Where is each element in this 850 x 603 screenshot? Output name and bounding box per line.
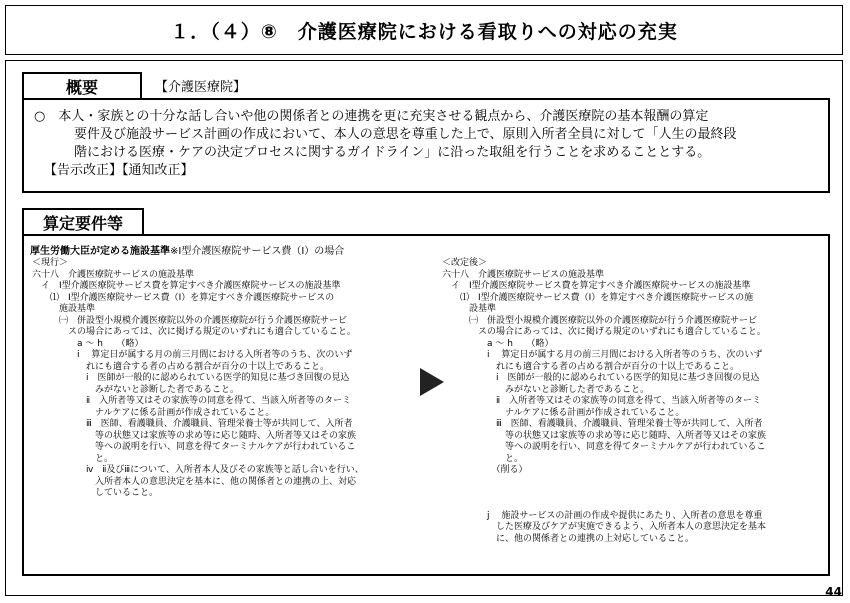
text-line: れにも適合する者の占める割合が百分の十以上であること。 — [32, 361, 330, 372]
page-title: １．（４）⑧ 介護医療院における看取りへの対応の充実 — [5, 5, 843, 55]
text-line: ㈠ 併設型小規模介護医療院以外の介護医療院が行う介護医療院サービ — [442, 315, 758, 326]
overview-line: 要件及び施設サービス計画の作成において、本人の意思を尊重した上で、原則入所者全員に対して「人生の最終段 — [74, 127, 737, 142]
overview-line: 階における医療・ケアの決定プロセスに関するガイドライン」に沿った取組を行うことを求めることとする。 — [74, 145, 711, 160]
text-line: a ～ h （略） — [32, 338, 144, 349]
requirements-header-rest: ※Ⅰ型介護医療院サービス費（Ⅰ）の場合 — [170, 246, 345, 257]
text-line: i 算定日が属する月の前三月間における入所者等のうち、次のいず — [442, 350, 763, 360]
text-line: 等の状態又は家族等の求め等に応じ随時、入所者等又はその家族 — [32, 430, 357, 441]
text-line: j 施設サービスの計画の作成や提供にあたり、入所者の意思を尊重 — [442, 510, 763, 521]
arrow-right-icon — [420, 368, 444, 396]
text-line: した医療及びケアが実施できるよう、入所者本人の意思決定を基本 — [442, 522, 767, 532]
text-line: 等の状態又は家族等の求め等に応じ随時、入所者等又はその家族 — [442, 430, 767, 441]
text-line: ＜改定後＞ — [442, 258, 488, 268]
text-line: ⑴ Ⅰ型介護医療院サービス費（Ⅰ）を算定すべき介護医療院サービスの — [32, 292, 335, 303]
text-line: 等への説明を行い、同意を得てターミナルケアが行われているこ — [32, 442, 356, 452]
text-line: ⅰ 医師が一般的に認められている医学的知見に基づき回復の見込 — [442, 373, 760, 383]
requirements-tab: 算定要件等 — [22, 208, 144, 236]
text-line: スの場合にあっては、次に掲げる規定のいずれにも適合していること。 — [32, 327, 356, 337]
overview-notes: 【告示改正】【通知改正】 — [44, 163, 194, 178]
text-line: ⅳ ⅱ及びⅲについて、入所者本人及びその家族等と話し合いを行い、 — [32, 465, 364, 475]
text-line: ㈠ 併設型小規模介護医療院以外の介護医療院が行う介護医療院サービ — [32, 315, 348, 326]
text-line: ＜現行＞ — [32, 258, 69, 268]
text-line: 入所者本人の意思決定を基本に、他の関係者との連携の上、対応 — [32, 476, 357, 487]
text-line: 六十八 介護医療院サービスの施設基準 — [32, 269, 195, 280]
text-line: イ Ⅰ型介護医療院サービス費を算定すべき介護医療院サービスの施設基準 — [32, 281, 341, 291]
overview-tab: 概要 — [22, 72, 142, 100]
page-number: 44 — [825, 585, 842, 599]
text-line: 施設基準 — [32, 304, 96, 314]
text-line: ナルケアに係る計画が作成されていること。 — [442, 407, 685, 418]
text-line: 六十八 介護医療院サービスの施設基準 — [442, 269, 605, 280]
text-line: （削る） — [442, 465, 528, 475]
text-line: みがないと診断した者であること。 — [442, 384, 650, 395]
text-line: i 算定日が属する月の前三月間における入所者等のうち、次のいず — [32, 350, 353, 360]
text-line: ⅲ 医師、看護職員、介護職員、管理栄養士等が共同して、入所者 — [32, 419, 353, 429]
text-line: れにも適合する者の占める割合が百分の十以上であること。 — [442, 361, 740, 372]
overview-paragraph — [34, 108, 818, 162]
text-line: スの場合にあっては、次に掲げる規定のいずれにも適合していること。 — [442, 327, 766, 337]
overview-facility-tag: 【介護医療院】 — [155, 80, 247, 95]
overview-line: ○ 本人・家族との十分な話し合いや他の関係者との連携を更に充実させる観点から、介護医療院の基本報酬の算定 — [34, 109, 709, 124]
requirements-box — [22, 234, 830, 576]
overview-box — [22, 98, 830, 193]
text-line: ⅱ 入所者等又はその家族等の同意を得て、当該入所者等のターミ — [442, 396, 761, 406]
revised-column — [442, 258, 828, 545]
current-column — [32, 258, 412, 500]
text-line: イ Ⅰ型介護医療院サービス費を算定すべき介護医療院サービスの施設基準 — [442, 281, 751, 291]
text-line: していること。 — [32, 488, 159, 498]
text-line: 等への説明を行い、同意を得てターミナルケアが行われているこ — [442, 442, 766, 452]
text-line: みがないと診断した者であること。 — [32, 384, 240, 395]
text-line: ⅰ 医師が一般的に認められている医学的知見に基づき回復の見込 — [32, 373, 350, 383]
text-line: ⅱ 入所者等又はその家族等の同意を得て、当該入所者等のターミ — [32, 396, 351, 406]
text-line: ⅲ 医師、看護職員、介護職員、管理栄養士等が共同して、入所者 — [442, 419, 763, 429]
text-line: 設基準 — [442, 304, 497, 314]
text-line: ⑴ Ⅰ型介護医療院サービス費（Ⅰ）を算定すべき介護医療院サービスの施 — [442, 292, 754, 303]
text-line: a ～ h （略） — [442, 338, 554, 349]
requirements-header — [30, 242, 344, 257]
text-line: に、他の関係者との連携の上対応していること。 — [442, 533, 695, 544]
text-line: ナルケアに係る計画が作成されていること。 — [32, 407, 275, 418]
text-line: と。 — [32, 453, 114, 464]
text-line: と。 — [442, 453, 524, 464]
requirements-header-bold: 厚生労働大臣が定める施設基準 — [30, 246, 170, 257]
